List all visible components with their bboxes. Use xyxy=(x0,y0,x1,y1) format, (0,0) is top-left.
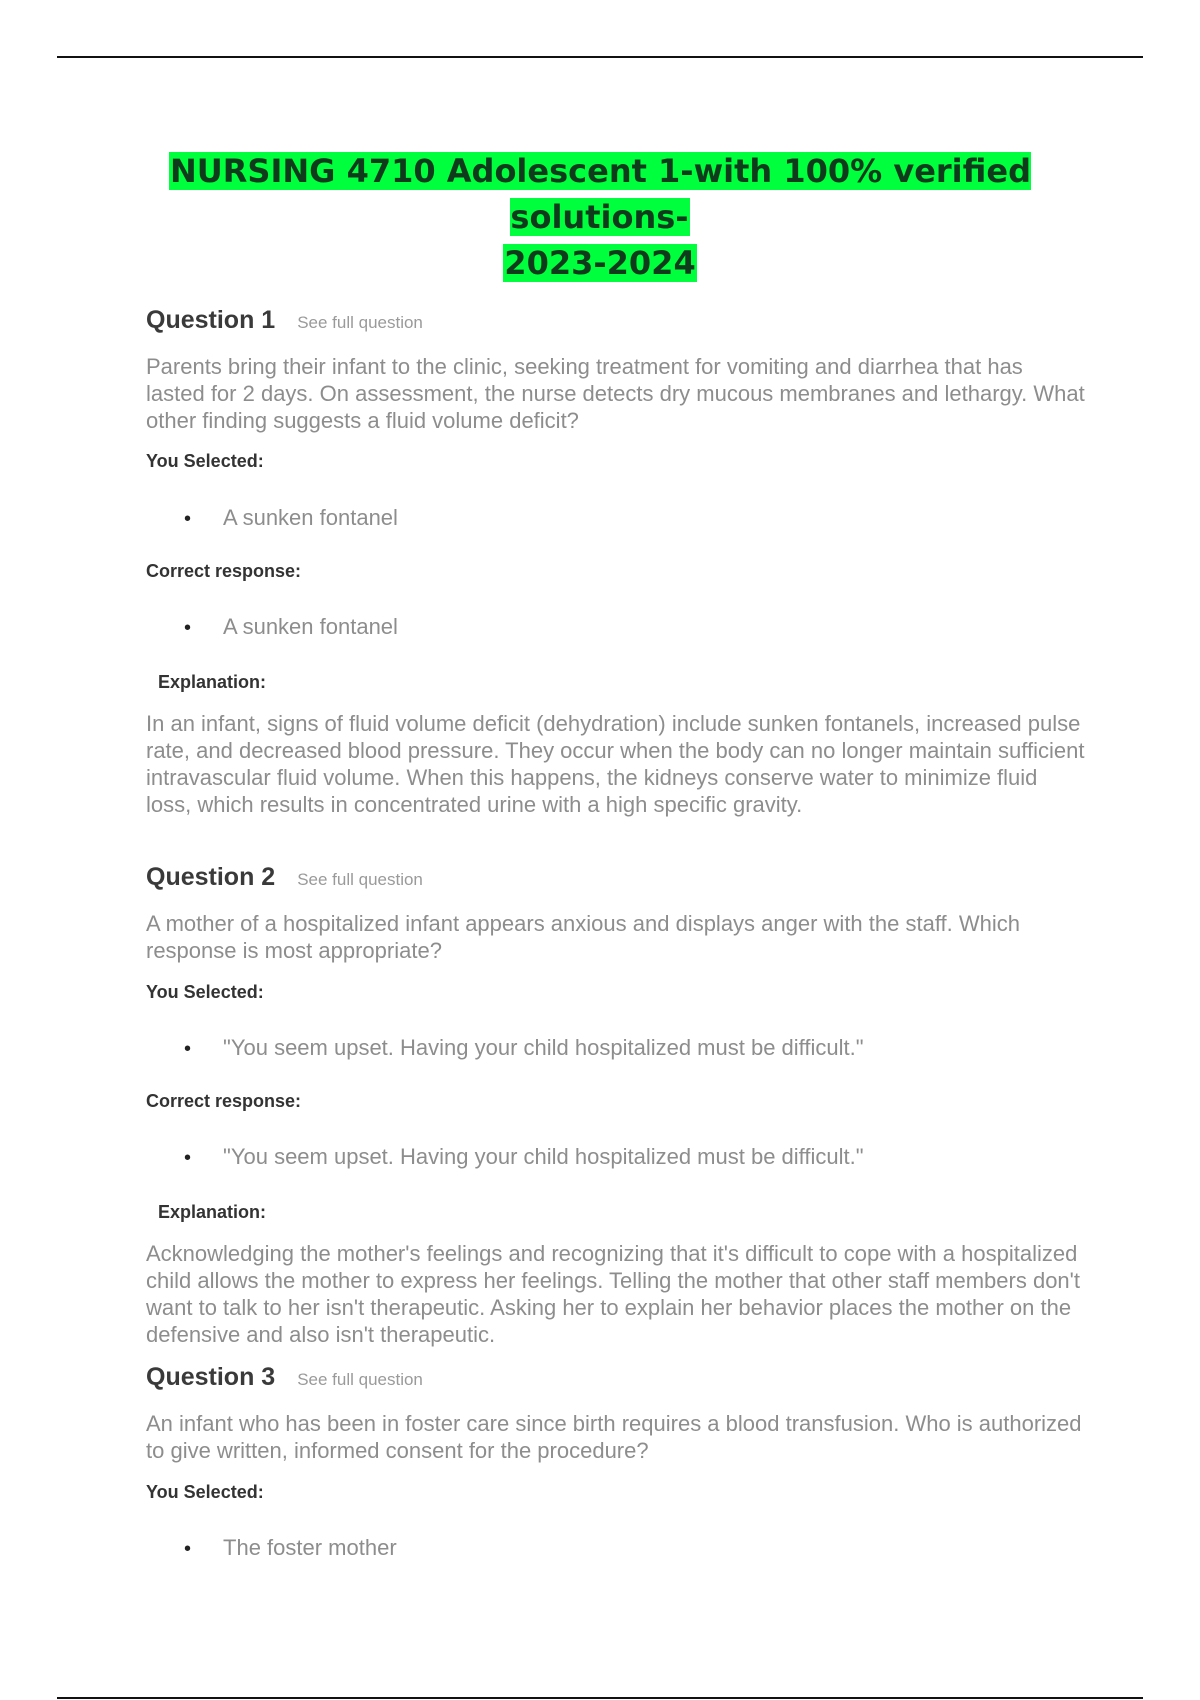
top-rule xyxy=(57,56,1143,58)
bottom-rule xyxy=(57,1697,1143,1699)
question-2 xyxy=(146,863,1086,1347)
you-selected-label: You Selected: xyxy=(146,1482,264,1502)
selected-answer-text: "You seem upset. Having your child hospitalized must be difficult." xyxy=(223,1035,864,1060)
question-number: Question 1 xyxy=(146,306,276,334)
bullet-icon: • xyxy=(184,617,192,639)
correct-answer xyxy=(184,1144,864,1170)
correct-answer-text: "You seem upset. Having your child hospitalized must be difficult." xyxy=(223,1144,864,1169)
see-full-question-link[interactable]: See full question xyxy=(297,870,423,889)
correct-response-label: Correct response: xyxy=(146,561,302,581)
see-full-question-link[interactable]: See full question xyxy=(297,1370,423,1389)
explanation-text: In an infant, signs of fluid volume deficit (dehydration) include sunken fontanels, increased pulse rate, and decreased blood pressure. They occur when the body can no longer maintain sufficient intravascular fluid volume. When this happens, the kidneys conserve water to minimize fluid loss, which results in concentrated urine with a high specific gravity. xyxy=(146,711,1085,817)
question-header xyxy=(146,306,1086,335)
question-text: An infant who has been in foster care since birth requires a blood transfusion. Who is authorized to give written, informed consent for the procedure? xyxy=(146,1411,1082,1463)
bullet-icon: • xyxy=(184,1038,192,1060)
selected-answer xyxy=(184,1035,864,1061)
question-number: Question 3 xyxy=(146,1363,276,1391)
selected-answer-text: A sunken fontanel xyxy=(223,505,398,530)
selected-answer-text: The foster mother xyxy=(223,1535,397,1560)
you-selected-label: You Selected: xyxy=(146,451,264,471)
correct-answer-text: A sunken fontanel xyxy=(223,614,398,639)
question-number: Question 2 xyxy=(146,863,276,891)
explanation-label: Explanation: xyxy=(158,672,267,692)
see-full-question-link[interactable]: See full question xyxy=(297,313,423,332)
title-line-2: 2023-2024 xyxy=(504,244,696,282)
bullet-icon: • xyxy=(184,1538,192,1560)
selected-answer xyxy=(184,1535,397,1561)
explanation-label: Explanation: xyxy=(158,1202,267,1222)
selected-answer xyxy=(184,505,398,531)
you-selected-label: You Selected: xyxy=(146,982,264,1002)
explanation-text: Acknowledging the mother's feelings and recognizing that it's difficult to cope with a hospitalized child allows the mother to express her feelings. Telling the mother that other staff members don't want to talk to her isn't therapeutic. Asking her to explain her behavior places the mother on the defensive and also isn't therapeutic. xyxy=(146,1241,1080,1347)
correct-answer xyxy=(184,614,398,640)
bullet-icon: • xyxy=(184,1147,192,1169)
question-text: A mother of a hospitalized infant appears anxious and displays anger with the staff. Which response is most appropriate? xyxy=(146,911,1020,963)
document-title xyxy=(100,148,1100,286)
question-text: Parents bring their infant to the clinic, seeking treatment for vomiting and diarrhea that has lasted for 2 days. On assessment, the nurse detects dry mucous membranes and lethargy. What other finding suggests a fluid volume deficit? xyxy=(146,354,1085,433)
question-header xyxy=(146,863,1086,892)
question-1 xyxy=(146,306,1086,846)
title-line-1: NURSING 4710 Adolescent 1-with 100% verified solutions- xyxy=(170,152,1031,236)
question-header xyxy=(146,1363,1086,1392)
correct-response-label: Correct response: xyxy=(146,1091,302,1111)
bullet-icon: • xyxy=(184,508,192,530)
question-3 xyxy=(146,1363,1086,1593)
